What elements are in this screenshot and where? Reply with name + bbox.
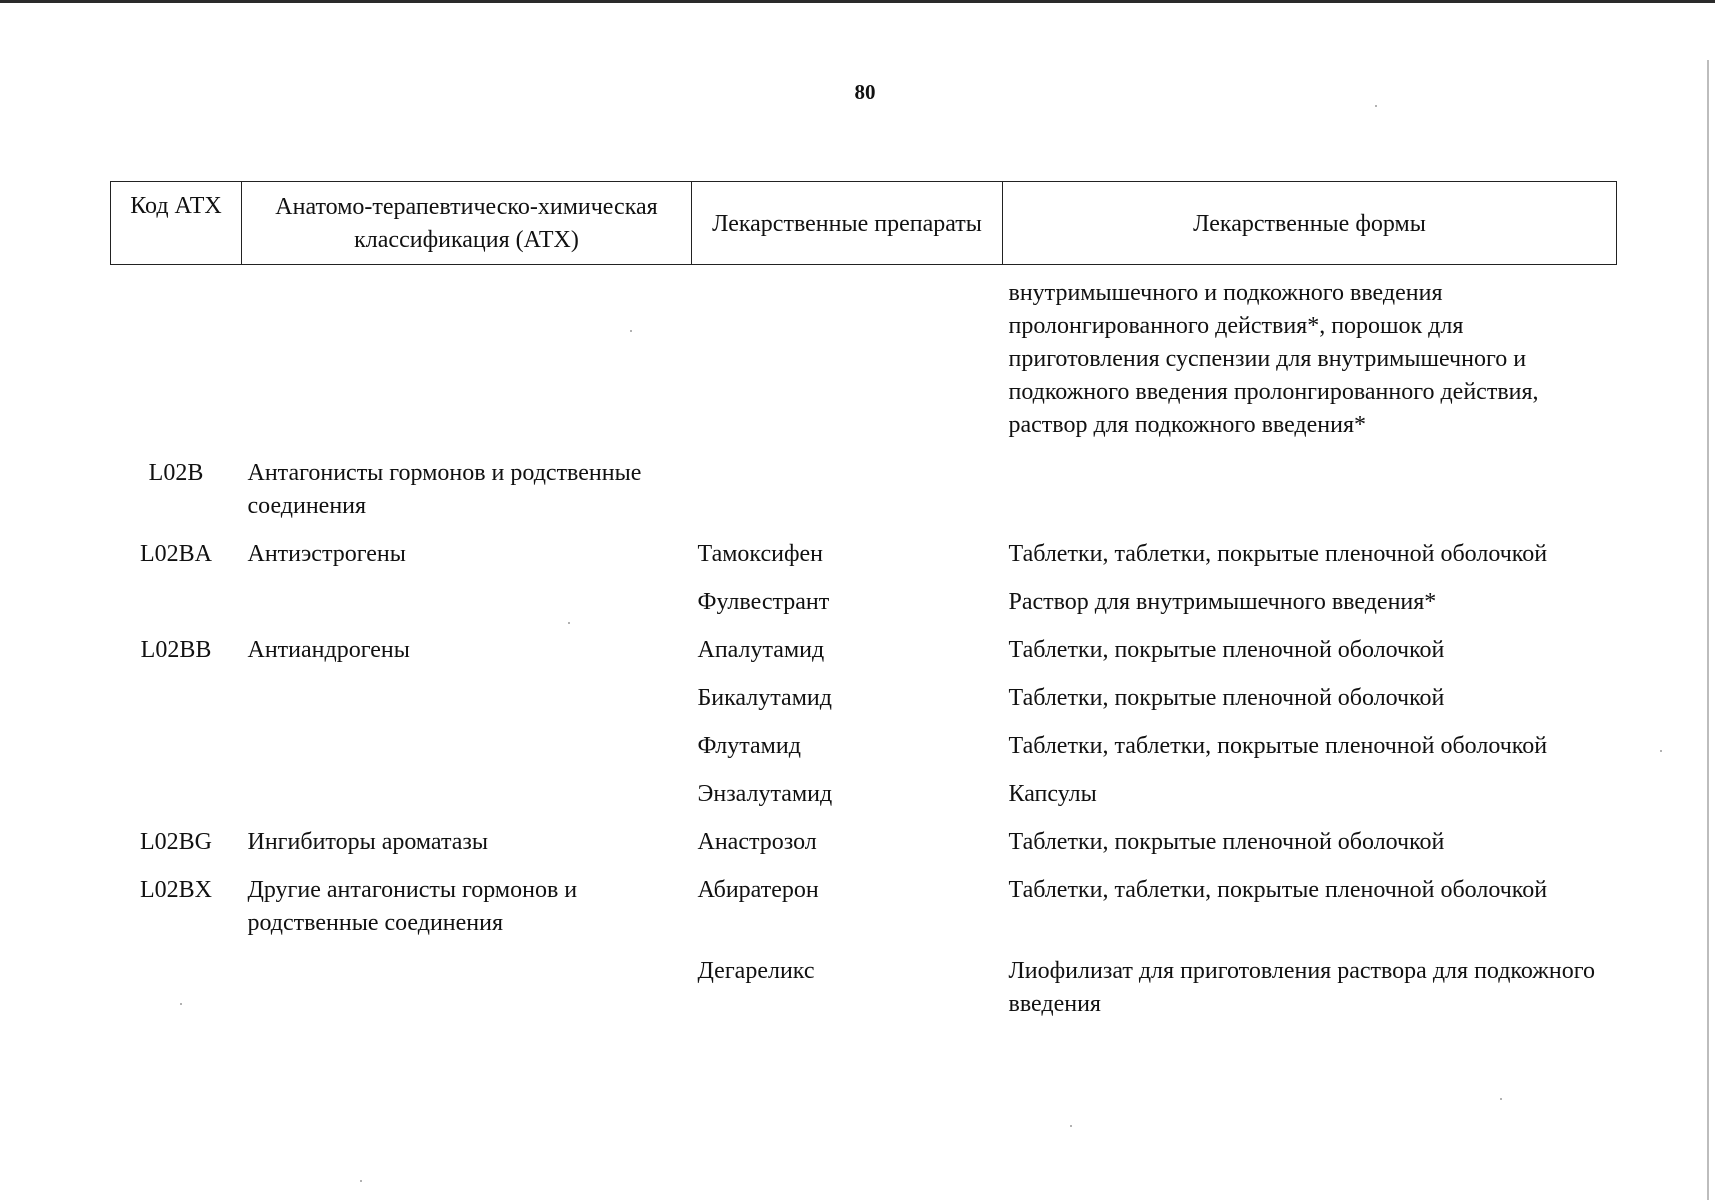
drug-name-cell: Фулвестрант [697, 589, 830, 615]
atc-code-cell: L02B [148, 460, 204, 486]
atc-classification-cell: Ингибиторы ароматазы [247, 829, 489, 855]
table-row [111, 265, 1617, 458]
page-number: 80 [854, 80, 876, 104]
table-body [111, 265, 1617, 1037]
drug-name-cell [692, 457, 1003, 538]
atc-code-cell: L02BG [140, 829, 212, 855]
table-row [111, 778, 1617, 826]
dosage-form-cell: Раствор для внутримышечного введения* [1008, 589, 1437, 615]
scan-speck [1660, 750, 1662, 752]
table-row [111, 634, 1617, 682]
atc-classification-cell: Антиэстрогены [247, 541, 406, 567]
atc-code-cell [111, 682, 242, 730]
atc-classification-cell: Антагонисты гормонов и родственные соединения [247, 460, 642, 519]
atc-drug-table [110, 181, 1617, 1036]
table-header-row [111, 182, 1617, 265]
dosage-form-cell: Таблетки, таблетки, покрытые пленочной оболочкой [1008, 541, 1548, 567]
table-row [111, 457, 1617, 538]
atc-code-cell: L02BX [140, 877, 212, 903]
scan-speck [1375, 105, 1377, 107]
atc-code-cell [111, 955, 242, 1036]
atc-classification-cell [242, 586, 692, 634]
drug-name-cell: Дегареликс [697, 958, 815, 984]
drug-name-cell [692, 265, 1003, 458]
dosage-form-cell: Таблетки, таблетки, покрытые пленочной оболочкой [1008, 877, 1548, 903]
table-header [111, 182, 1617, 265]
dosage-form-cell: внутримышечного и подкожного введения пролонгированного действия*, порошок для приготовления суспензии для внутримышечного и подкожного введения пролонгированного действия, раствор для подкожного введения* [1008, 280, 1539, 438]
table-row [111, 955, 1617, 1036]
table-row [111, 874, 1617, 955]
table-row [111, 586, 1617, 634]
drug-name-cell: Абиратерон [697, 877, 819, 903]
atc-code-cell: L02BB [140, 637, 212, 663]
atc-code-cell [111, 586, 242, 634]
scan-speck [180, 1003, 182, 1005]
scan-speck [1500, 1098, 1502, 1100]
drug-name-cell: Апалутамид [697, 637, 825, 663]
dosage-form-cell: Лиофилизат для приготовления раствора для подкожного введения [1008, 958, 1595, 1017]
drug-name-cell: Энзалутамид [697, 781, 833, 807]
dosage-form-cell: Капсулы [1008, 781, 1097, 807]
drug-name-cell: Тамоксифен [697, 541, 824, 567]
dosage-form-cell: Таблетки, покрытые пленочной оболочкой [1008, 685, 1445, 711]
atc-code-cell [111, 265, 242, 458]
drug-name-cell: Флутамид [697, 733, 801, 759]
drug-name-cell: Бикалутамид [697, 685, 832, 711]
atc-classification-cell [242, 682, 692, 730]
scan-top-edge-line [0, 0, 1715, 3]
table-row [111, 730, 1617, 778]
dosage-form-cell: Таблетки, таблетки, покрытые пленочной оболочкой [1008, 733, 1548, 759]
drug-name-cell: Анастрозол [697, 829, 817, 855]
table-row [111, 682, 1617, 730]
table-row [111, 538, 1617, 586]
atc-classification-cell [242, 730, 692, 778]
scan-speck [568, 622, 570, 624]
dosage-form-cell: Таблетки, покрытые пленочной оболочкой [1008, 637, 1445, 663]
scan-speck [1070, 1125, 1072, 1127]
header-atc-classification: Анатомо-терапевтическо-химическая классификация (АТХ) [242, 182, 692, 265]
dosage-form-cell: Таблетки, покрытые пленочной оболочкой [1008, 829, 1445, 855]
atc-classification-cell: Антиандрогены [247, 637, 410, 663]
table-row [111, 826, 1617, 874]
atc-code-cell [111, 778, 242, 826]
atc-code-cell: L02BA [140, 541, 212, 567]
atc-code-cell [111, 730, 242, 778]
header-atc-code: Код АТХ [111, 182, 242, 265]
scan-speck [630, 330, 632, 332]
header-drugs: Лекарственные препараты [692, 182, 1003, 265]
dosage-form-cell [1003, 457, 1617, 538]
atc-classification-cell: Другие антагонисты гормонов и родственные соединения [247, 877, 578, 936]
scan-right-edge-shadow [1707, 60, 1709, 1200]
atc-classification-cell [242, 265, 692, 458]
atc-classification-cell [242, 778, 692, 826]
atc-classification-cell [242, 955, 692, 1036]
header-dosage-forms: Лекарственные формы [1003, 182, 1617, 265]
scan-speck [360, 1180, 362, 1182]
